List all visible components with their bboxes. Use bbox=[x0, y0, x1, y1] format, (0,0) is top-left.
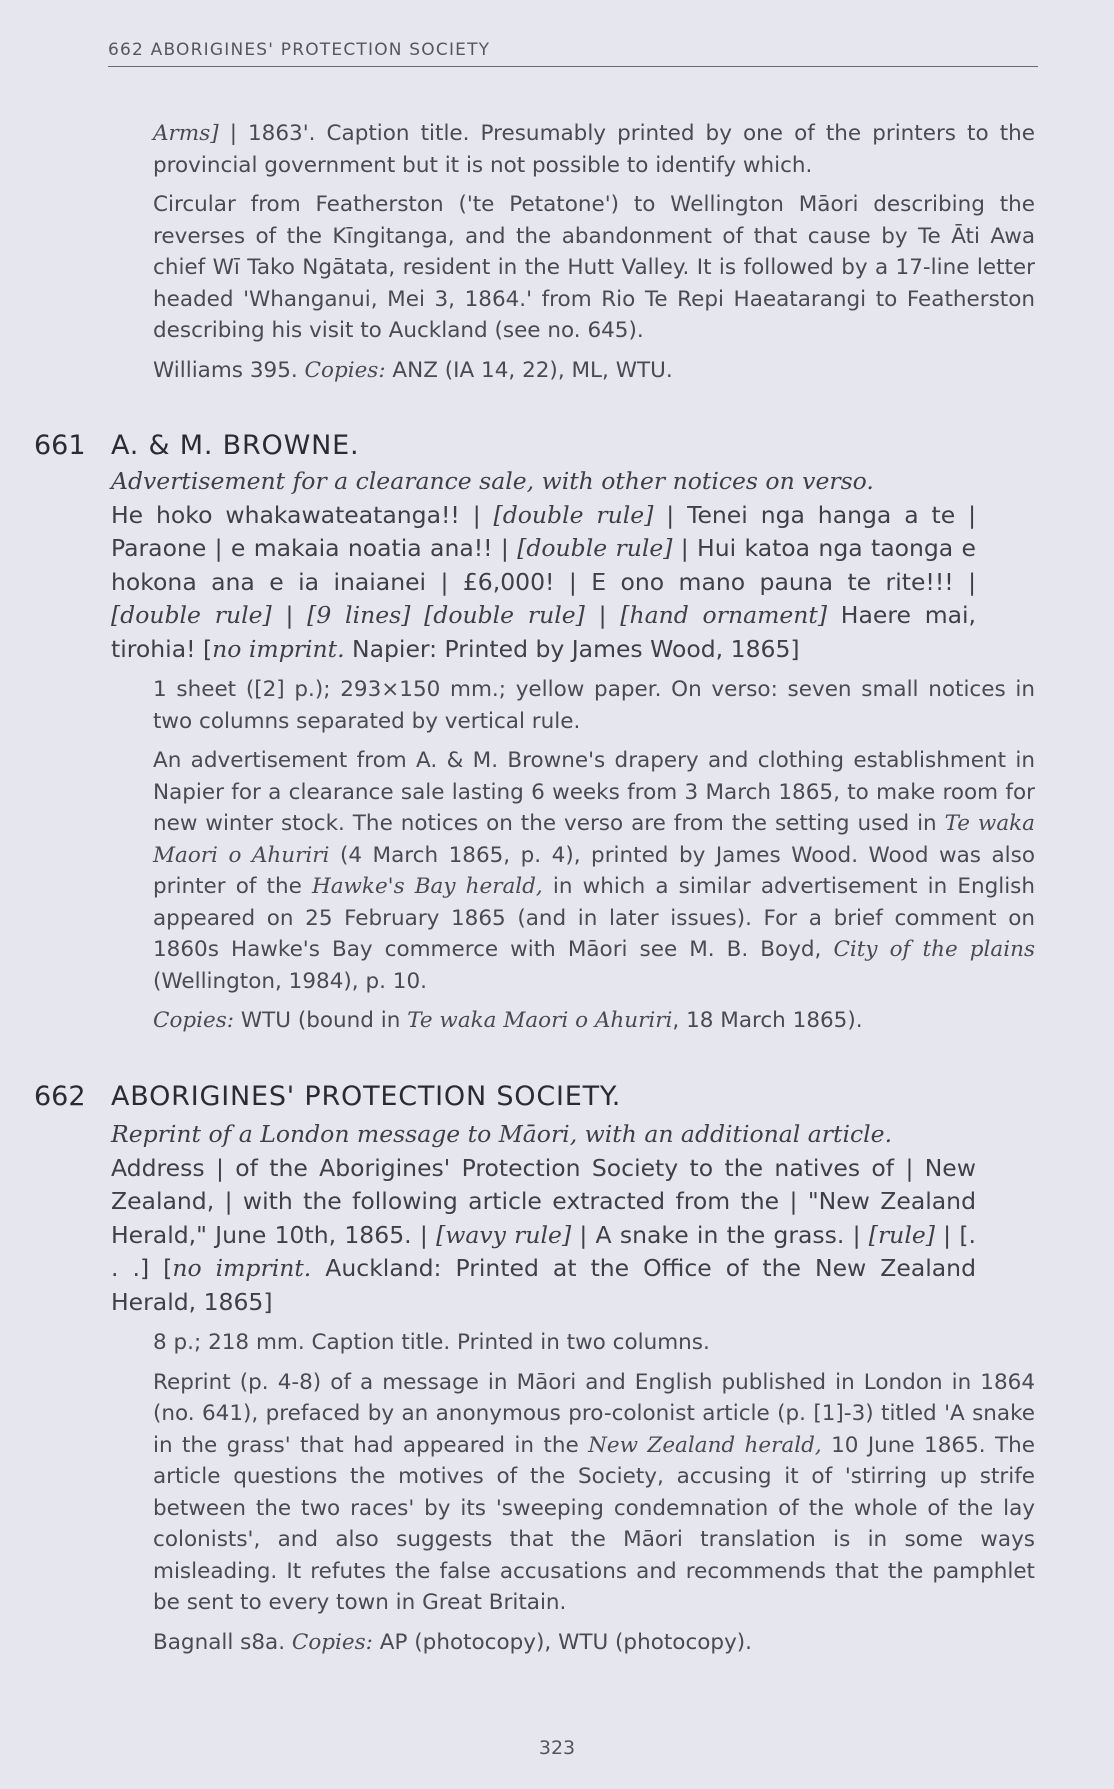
text: (4 March 1865, p. 4), printed by James Wood. Wood was also printer of the bbox=[153, 842, 1035, 899]
note-paragraph: Circular from Featherston ('te Petatone') to Wellington Māori describing the reverses of the Kīngitanga, and the abandonment of that cause by Te Āti Awa chief Wī Tako Ngātata, resident in the Hutt Valley. It is followed by a 17-line letter headed 'Whanganui, Mei 3, 1864.' from Rio Te Repi Haeatarangi to Featherston describing his visit to Auckland (see no. 645). bbox=[153, 192, 1035, 343]
text: Auckland: Printed at the Office of the New Zealand Herald, 1865] bbox=[111, 1254, 976, 1316]
text: Reprint (p. 4-8) of a message in Māori and English published in London in 1864 (no. 641), prefaced by an anonymous pro-colonist article (p. [1]-3) titled 'A snake in the grass' that had appeared in the bbox=[153, 1369, 1035, 1458]
italic-text: Te waka Maori o Ahuriri bbox=[407, 1008, 673, 1033]
physical-description: 1 sheet ([2] p.); 293×150 mm.; yellow paper. On verso: seven small notices in two columns separated by vertical rule. bbox=[153, 677, 1035, 734]
copies-label: Copies: bbox=[291, 1629, 373, 1655]
italic-text: [9 lines] [double rule] bbox=[307, 601, 585, 629]
text: AP (photocopy), WTU (photocopy). bbox=[372, 1629, 753, 1655]
italic-text: no imprint. bbox=[212, 634, 345, 663]
italic-text: City of the plains bbox=[833, 937, 1035, 962]
text: | Hui katoa nga taonga e hokona ana e ia inaianei | £6,000! | E ono mano pauna te rite!!! | bbox=[111, 534, 976, 596]
title-transcription bbox=[111, 1152, 976, 1320]
italic-text: [hand ornament] bbox=[620, 601, 828, 629]
italic-text: New Zealand herald, bbox=[588, 1432, 822, 1458]
header-rule bbox=[108, 66, 1038, 67]
description-paragraph bbox=[153, 118, 1035, 181]
entry-title: A. & M. BROWNE. bbox=[111, 430, 360, 461]
note-paragraph bbox=[153, 1367, 1035, 1619]
title-transcription bbox=[111, 499, 976, 667]
note-paragraph bbox=[153, 745, 1035, 997]
text: Haere mai, tirohia! [ bbox=[111, 601, 976, 663]
text: Address | of the Aborigines' Protection Society to the natives of | New Zealand, | with the following article extracted from the | "New Zealand Herald," June 10th, 1865. | bbox=[111, 1153, 976, 1249]
text: | A snake in the grass. | bbox=[571, 1220, 869, 1249]
entry-subtitle: Reprint of a London message to Māori, with an additional article. bbox=[111, 1120, 893, 1148]
entry-subtitle: Advertisement for a clearance sale, with other notices on verso. bbox=[111, 467, 874, 495]
italic-text: [double rule] bbox=[493, 500, 654, 529]
italic-text: [double rule] bbox=[517, 534, 673, 562]
italic-text: Hawke's Bay herald, bbox=[311, 874, 543, 899]
entry-662-body bbox=[0, 1118, 1114, 1658]
italic-text: Arms] bbox=[153, 121, 219, 146]
text: ANZ (IA 14, 22), ML, WTU. bbox=[385, 357, 673, 383]
text: Napier: Printed by James Wood, 1865] bbox=[344, 634, 800, 663]
page-number: 323 bbox=[538, 1737, 576, 1759]
entry-title: ABORIGINES' PROTECTION SOCIETY. bbox=[111, 1081, 622, 1112]
text: An advertisement from A. & M. Browne's drapery and clothing establishment in Napier for a clearance sale lasting 6 weeks from 3 March 1865, to make room for new winter stock. The notices on the verso are from the setting used in bbox=[153, 748, 1035, 836]
text: | [. . .] [ bbox=[111, 1220, 976, 1282]
running-head: 662 ABORIGINES' PROTECTION SOCIETY bbox=[108, 40, 491, 60]
text: | 1863'. Caption title. Presumably printed by one of the printers to the provincial government but it is not possible to identify which. bbox=[153, 121, 1035, 178]
entry-660-continuation bbox=[0, 118, 1114, 386]
copies-label: Copies: bbox=[304, 357, 386, 383]
entry-661-body bbox=[0, 465, 1114, 1037]
text: in which a similar advertisement in English appeared on 25 February 1865 (and in later issues). For a brief comment on 1860s Hawke's Bay commerce with Māori see M. B. Boyd, bbox=[153, 874, 1035, 962]
text: | bbox=[271, 601, 308, 629]
text: (Wellington, 1984), p. 10. bbox=[153, 968, 427, 994]
copies-label: Copies: bbox=[153, 1008, 235, 1033]
entry-number: 662 bbox=[34, 1081, 86, 1112]
text: 10 June 1865. The article questions the motives of the Society, accusing it of 'stirring up strife between the two races' by its 'sweeping condemnation of the whole of the lay colonists', and also suggests that the Māori translation is in some ways misleading. It refutes the false accusations and recommends that the pamphlet be sent to every town in Great Britain. bbox=[153, 1432, 1035, 1615]
references-line bbox=[153, 355, 1035, 387]
text: | bbox=[584, 601, 621, 629]
italic-text: [double rule] bbox=[111, 601, 272, 629]
text: , 18 March 1865). bbox=[672, 1008, 863, 1033]
copies-line bbox=[153, 1005, 1035, 1037]
text: Williams 395. bbox=[153, 357, 305, 383]
italic-text: Te waka Maori o Ahuriri bbox=[153, 811, 1036, 868]
italic-text: [rule] bbox=[868, 1220, 935, 1249]
text: Bagnall s8a. bbox=[153, 1629, 292, 1655]
italic-text: no imprint. bbox=[172, 1254, 312, 1282]
italic-text: [wavy rule] bbox=[436, 1220, 572, 1249]
physical-description: 8 p.; 218 mm. Caption title. Printed in two columns. bbox=[153, 1330, 710, 1355]
text: He hoko whakawateatanga!! | bbox=[111, 500, 494, 529]
references-line bbox=[153, 1627, 1035, 1659]
entry-number: 661 bbox=[34, 430, 86, 461]
text: WTU (bound in bbox=[234, 1008, 408, 1033]
text: | Tenei nga hanga a te | Paraone | e makaia noatia ana!! | bbox=[111, 500, 976, 562]
